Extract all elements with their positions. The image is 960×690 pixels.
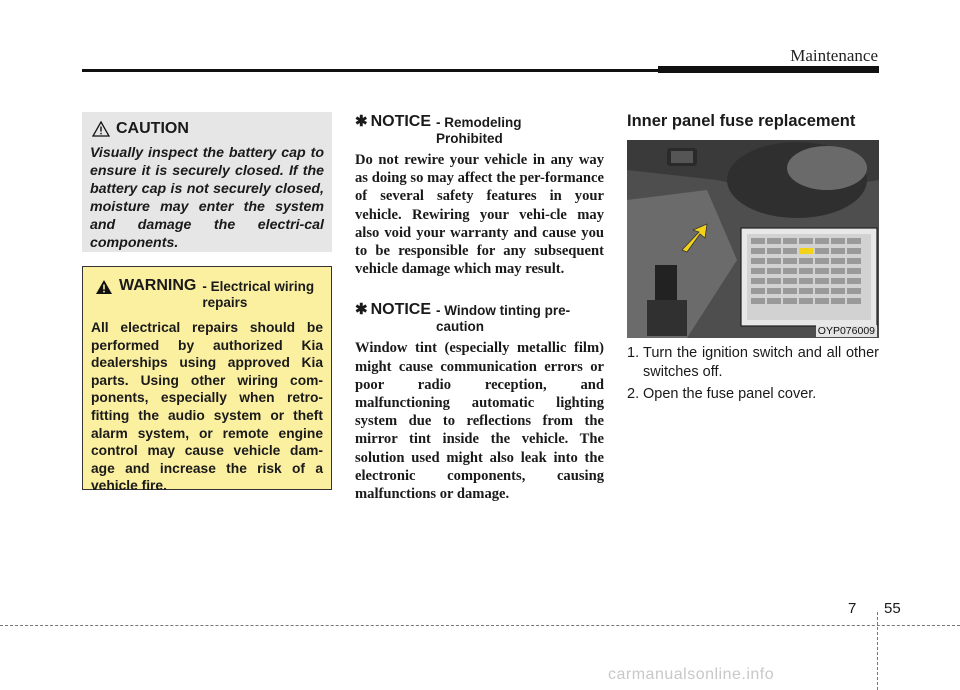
figure-code: OYP076009: [817, 325, 875, 337]
caution-triangle-icon: [92, 121, 110, 137]
step-text: Turn the ignition switch and all other switches off.: [643, 345, 879, 380]
footer-rule: [0, 625, 960, 626]
notices-column: [355, 112, 604, 503]
fuse-panel-figure: [627, 140, 879, 338]
warning-title: WARNING: [119, 277, 197, 294]
notice-window-tinting: [355, 300, 604, 503]
fuse-panel-illustration: [627, 140, 879, 338]
warning-triangle-icon: [95, 279, 113, 295]
watermark[interactable]: carmanualsonline.info: [608, 666, 775, 683]
notice-star-icon: ✱: [355, 301, 368, 319]
notice-subtitle: - Window tinting pre-caution: [436, 303, 571, 335]
notice-label: NOTICE: [370, 113, 432, 130]
page-number: 55: [884, 600, 901, 617]
notice-remodeling: [355, 112, 604, 278]
warning-box: [82, 266, 332, 494]
caution-body: Visually inspect the battery cap to ensure it is securely closed. If the battery cap is not securely closed, moisture may enter the system and damage the electri-cal components.: [90, 145, 324, 251]
warning-body: All electrical repairs should be performed by authorized Kia dealerships using approved Kia parts. Using other wiring com-ponents, especially when retro-fitting the audio system or theft alarm system, or remote engine control may cause vehicle dam-age and increase the risk of a vehicle fire.: [91, 320, 323, 494]
notice-label: NOTICE: [370, 301, 432, 319]
header-rule-accent: [658, 66, 879, 73]
step-text: Open the fuse panel cover.: [643, 386, 817, 402]
page-chapter: 7: [848, 600, 857, 617]
caution-title: CAUTION: [116, 120, 189, 137]
notice-body: Window tint (especially metallic film) might cause communication errors or poor radio reception, and malfunctioning automatic lighting system due to reflections from the mirror tint inside the vehicle. The solution used might also leak into the electronic components, causing malfunctions or damage.: [355, 340, 604, 503]
notice-body: Do not rewire your vehicle in any way as doing so may affect the per-formance of several safety features in your vehicle. Rewiring your vehi-cle may also void your warranty and cause you to be responsible for any subsequent vehicle damage which may result.: [355, 152, 604, 278]
notice-star-icon: ✱: [355, 113, 368, 130]
warning-subtitle: - Electrical wiring repairs: [202, 279, 315, 310]
procedure-column: [627, 110, 879, 132]
notice-subtitle: - Remodeling Prohibited: [436, 115, 522, 146]
procedure-step: [627, 344, 879, 381]
caution-box: [82, 112, 332, 252]
footer-divider: [877, 612, 878, 690]
procedure-step: [627, 385, 879, 404]
header-section-title: Maintenance: [790, 46, 878, 65]
step-number: 2.: [627, 386, 640, 402]
procedure-title: Inner panel fuse replacement: [627, 112, 856, 130]
procedure-steps: [627, 344, 879, 408]
step-number: 1.: [627, 345, 640, 361]
